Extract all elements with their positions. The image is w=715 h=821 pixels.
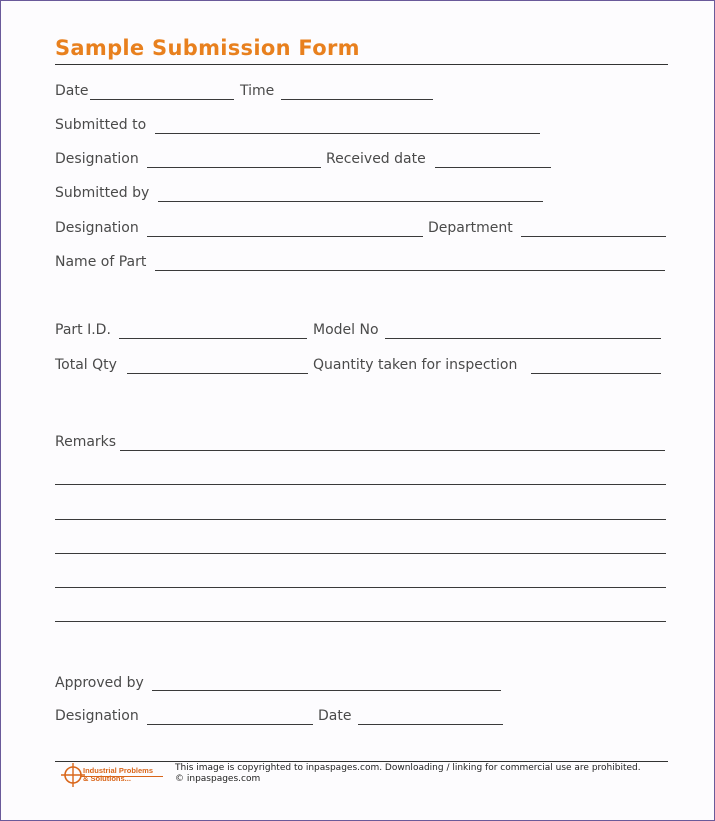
time-label: Time [240, 83, 275, 99]
credit-text: © inpaspages.com [175, 774, 261, 784]
total-qty-field[interactable] [127, 373, 308, 374]
remarks-field-line-4[interactable] [55, 553, 666, 554]
remarks-label: Remarks [55, 434, 117, 450]
form-title: Sample Submission Form [55, 36, 360, 60]
approved-by-label: Approved by [55, 675, 144, 691]
name-of-part-label: Name of Part [55, 254, 147, 270]
logo-line-1: Industrial Problems [83, 766, 154, 775]
model-no-field[interactable] [385, 338, 661, 339]
copyright-text: This image is copyrighted to inpaspages.com. Downloading / linking for commercial use are prohibited. [175, 763, 641, 773]
designation-label-2: Designation [55, 220, 139, 236]
part-id-field[interactable] [119, 338, 307, 339]
remarks-field-line-5[interactable] [55, 587, 666, 588]
logo-underline [81, 776, 163, 777]
designation-label-1: Designation [55, 151, 139, 167]
time-field[interactable] [281, 99, 433, 100]
remarks-field-line-2[interactable] [55, 484, 666, 485]
received-date-field[interactable] [435, 167, 551, 168]
remarks-field-line-3[interactable] [55, 519, 666, 520]
designation-field-2[interactable] [147, 236, 423, 237]
designation-field-3[interactable] [147, 724, 313, 725]
name-of-part-field[interactable] [155, 270, 665, 271]
designation-field-1[interactable] [147, 167, 321, 168]
received-date-label: Received date [326, 151, 426, 167]
date-label: Date [55, 83, 89, 99]
qty-inspection-field[interactable] [531, 373, 661, 374]
submitted-to-field[interactable] [155, 133, 540, 134]
logo [55, 762, 163, 788]
submitted-by-label: Submitted by [55, 185, 150, 201]
submitted-to-label: Submitted to [55, 117, 147, 133]
date-field[interactable] [90, 99, 234, 100]
approved-by-field[interactable] [152, 690, 501, 691]
submitted-by-field[interactable] [158, 201, 543, 202]
approval-date-label: Date [318, 708, 352, 724]
remarks-field-line-1[interactable] [120, 450, 665, 451]
total-qty-label: Total Qty [55, 357, 117, 373]
remarks-field-line-6[interactable] [55, 621, 666, 622]
department-field[interactable] [521, 236, 666, 237]
qty-inspection-label: Quantity taken for inspection [313, 357, 518, 373]
department-label: Department [428, 220, 513, 236]
logo-line-2: & Solutions... [83, 774, 131, 783]
logo-text [83, 767, 153, 783]
designation-label-3: Designation [55, 708, 139, 724]
approval-date-field[interactable] [358, 724, 503, 725]
model-no-label: Model No [313, 322, 379, 338]
part-id-label: Part I.D. [55, 322, 111, 338]
title-underline [55, 64, 668, 65]
